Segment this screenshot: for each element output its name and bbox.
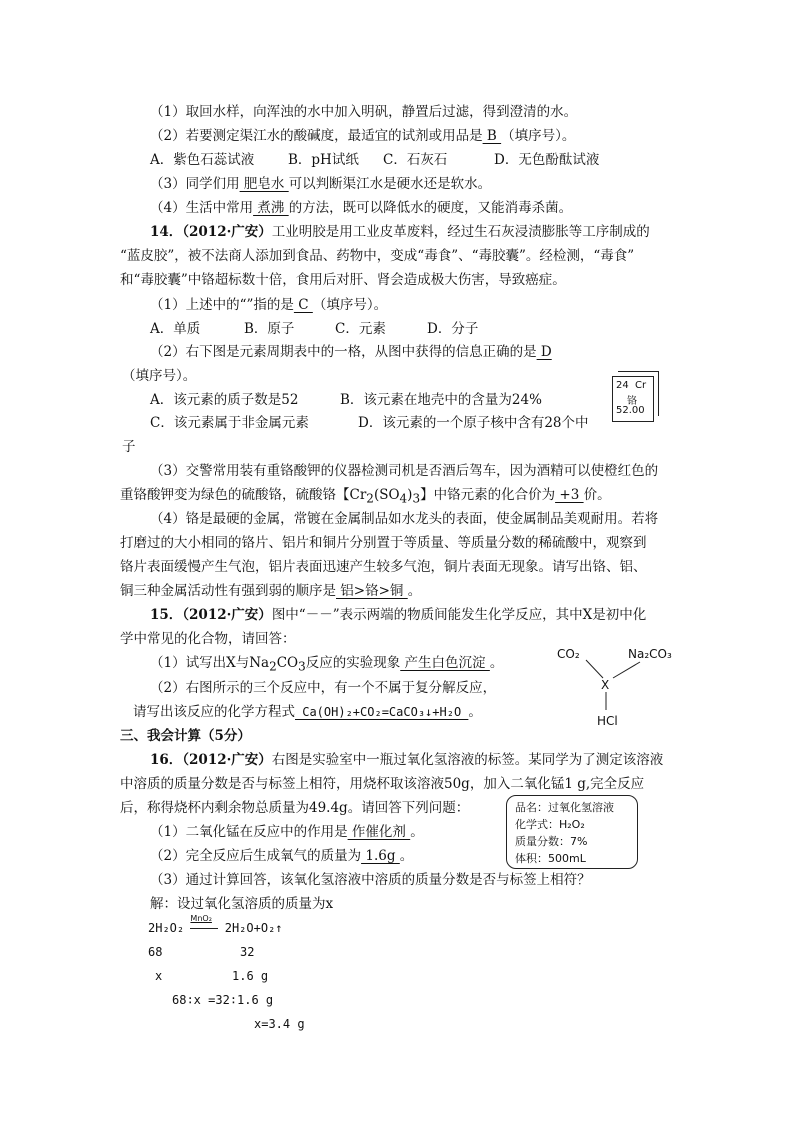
q15-line2: 学中常见的化合物，请回答：	[120, 631, 296, 647]
q13-line3-text: （3）同学们用	[150, 176, 240, 192]
diagram-hcl: HCl	[597, 714, 618, 728]
q13-line3-tail: 可以判断渠江水是硬水还是软水。	[288, 176, 492, 192]
q13-line4	[150, 199, 572, 217]
q14-answer-1: C	[293, 297, 313, 313]
q13-line2-tail: （填序号）。	[501, 128, 576, 144]
label-name: 品名：过氧化氢溶液	[515, 801, 614, 814]
q16-result: x=3.4 g	[254, 1017, 305, 1031]
q14-number: 14．（2012·广安）	[150, 224, 272, 240]
q16-number: 16．（2012·广安）	[150, 752, 272, 768]
q14-sub4-line3: 铬片表面缓慢产生气泡，铝片表面迅速产生较多气泡，铜片表面无现象。请写出铬、铝、	[120, 559, 647, 575]
q13-option-b: B．pH试纸	[288, 152, 359, 168]
q16-line3: 后，称得烧杯内剩余物总质量为49.4g。请回答下列问题：	[120, 800, 470, 816]
q15-sub1: （1）试写出X与$Na_2CO_3$反应的实验现象 产生白色沉淀 。	[150, 655, 504, 674]
equation-right: 2H₂O+O₂↑	[224, 921, 283, 935]
q14-sub2-option-d: D．该元素的一个原子核中含有28个中	[358, 415, 589, 431]
diagram-x: X	[601, 678, 610, 692]
q13-option-a: A．紫色石蕊试液	[150, 152, 255, 168]
q14-option-a: A．单质	[150, 321, 201, 337]
q13-line2	[150, 127, 575, 145]
label-formula: 化学式：H₂O₂	[515, 818, 585, 831]
diagram-link-na2co3-x	[613, 662, 640, 678]
q16-sub2-text: （2）完全反应后生成氧气的质量为	[150, 848, 362, 864]
diagram-na2co3: Na₂CO₃	[628, 647, 672, 661]
q16-var-x: x	[155, 969, 163, 983]
q14-sub4-line1: （4）铬是最硬的金属，常镀在金属制品如水龙头的表面，使金属制品美观耐用。若将	[150, 511, 659, 527]
q13-line3	[150, 175, 491, 193]
q13-answer-3: 肥皂水	[239, 176, 289, 192]
element-atomic-number: 24	[616, 380, 629, 391]
q14-option-b: B．原子	[244, 321, 295, 337]
q14-sub2-text: （2）右下图是元素周期表中的一格，从图中获得的信息正确的是	[150, 344, 537, 360]
q14-line3: 和“毒胶囊”中铬超标数十倍，食用后对肝、肾会造成极大伤害，导致癌症。	[120, 272, 566, 288]
q15-sub1-text2: 反应的实验现象	[305, 655, 401, 671]
q14-sub1	[150, 296, 387, 314]
q14-sub4-tail: 。	[407, 583, 422, 599]
element-name: 铬	[627, 396, 637, 407]
periodic-table-cell	[612, 376, 654, 422]
label-fraction: 质量分数：7%	[515, 835, 588, 848]
q14-option-d: D．分子	[427, 321, 479, 337]
q14-sub1-text: （1）上述中的“”指的是	[150, 297, 294, 313]
q14-sub3-tail: 价。	[583, 487, 611, 503]
q13-option-d: D．无色酚酞试液	[494, 152, 600, 168]
reagent-label	[506, 795, 638, 869]
q16-line2: 中溶质的质量分数是否与标签上相符，用烧杯取该溶液50g，加入二氧化锰1 g,完全反应	[120, 776, 645, 792]
q14-sub3-text: 重铬酸钾变为绿色的硫酸铬，硫酸铬【Cr	[120, 487, 367, 503]
q14-sub2-option-d-cont: 子	[122, 439, 136, 455]
q15-line1	[150, 606, 646, 624]
q16-sub3: （3）通过计算回答，该氧化氢溶液中溶质的质量分数是否与标签上相符？	[150, 872, 591, 888]
q14-answer-4: 铝>铬>铜	[336, 583, 408, 599]
q15-sub2-text: 请写出该反应的化学方程式	[133, 704, 295, 720]
q14-sub3-line2: 重铬酸钾变为绿色的硫酸铬，硫酸铬【$Cr_2(SO_4)_3$】中铬元素的化合价为 +3 价。	[120, 487, 611, 506]
q14-answer-3: +3	[555, 487, 584, 503]
q14-sub3-text2: 】中铬元素的化合价为	[420, 487, 556, 503]
q16-equation	[148, 914, 283, 937]
q14-sub2-tail: （填序号）。	[122, 368, 197, 384]
q14-sub3-formula: (SO	[373, 487, 400, 503]
q13-answer-4: 煮沸	[253, 200, 289, 216]
element-mass: 52.00	[616, 405, 645, 416]
q14-line1-text: 工业明胶是用工业皮革废料，经过生石灰浸渍膨胀等工序制成的	[271, 224, 650, 240]
q15-answer-1: 产生白色沉淀	[400, 655, 490, 671]
q14-line1	[150, 223, 650, 241]
q14-line2: “蓝皮胶”，被不法商人添加到食品、药物中，变成“毒食”、“毒胶囊”。经检测，“毒食”	[120, 248, 635, 264]
q15-sub2-line2	[133, 703, 482, 721]
q14-sub3-line1: （3）交警常用装有重铬酸钾的仪器检测司机是否酒后驾车，因为酒精可以使橙红色的	[150, 463, 659, 479]
q16-answer-1: 作催化剂	[347, 824, 411, 840]
q13-line4-tail: 的方法，既可以降低水的硬度，又能消毒杀菌。	[288, 200, 573, 216]
q14-sub4-text: 铜三种金属活动性有强到弱的顺序是	[120, 583, 336, 599]
q13-line4-text: （4）生活中常用	[150, 200, 254, 216]
q14-sub4-line2: 打磨过的大小相同的铬片、铝片和铜片分别置于等质量、等质量分数的稀硫酸中，观察到	[120, 535, 647, 551]
q15-line1-text: 图中“－－”表示两端的物质间能发生化学反应，其中X是初中化	[271, 607, 647, 623]
q14-sub2	[150, 343, 552, 361]
q16-sub1-text: （1）二氧化锰在反应中的作用是	[150, 824, 348, 840]
q14-sub2-option-b: B．该元素在地壳中的含量为24%	[340, 392, 542, 408]
diagram-co2: CO₂	[557, 647, 580, 661]
q15-answer-2: Ca(OH)₂+CO₂=CaCO₃↓+H₂O	[295, 705, 469, 719]
equation-arrow	[188, 914, 220, 937]
q14-sub3-formula-close: )	[407, 487, 413, 503]
q15-sub1-text: （1）试写出X与Na	[150, 655, 270, 671]
q15-sub2-tail: 。	[468, 704, 482, 720]
q15-sub1-tail: 。	[489, 655, 504, 671]
q14-sub1-tail: （填序号）。	[312, 297, 388, 313]
q14-answer-2: D	[536, 344, 552, 360]
q13-line2-text: （2）若要测定渠江水的酸碱度，最适宜的试剂或用品是	[150, 128, 483, 144]
q13-answer-2: B	[482, 128, 502, 144]
q16-solution-intro: 解：设过氧化氢溶质的质量为x	[150, 896, 334, 912]
q15-sub1-co: CO	[276, 655, 299, 671]
q14-option-c: C．元素	[335, 321, 386, 337]
label-volume: 体积：500mL	[515, 852, 586, 865]
q15-number: 15．（2012·广安）	[150, 607, 272, 623]
q16-ratio: 68∶x =32∶1.6 g	[172, 993, 274, 1007]
section-3-title: 三、我会计算（5分）	[120, 728, 251, 744]
q16-sub1	[150, 823, 424, 841]
q16-line1-text: 右图是实验室中一瓶过氧化氢溶液的标签。某同学为了测定该溶液	[271, 752, 664, 768]
equation-left: 2H₂O₂	[148, 921, 185, 935]
element-symbol: Cr	[635, 380, 647, 391]
equation-line	[190, 928, 218, 929]
q16-var-mass: 1.6 g	[232, 969, 269, 983]
q13-line1: （1）取回水样，向浑浊的水中加入明矾，静置后过滤，得到澄清的水。	[150, 104, 578, 120]
q16-answer-2: 1.6g	[361, 848, 400, 864]
equation-condition: MnO₂	[190, 914, 212, 923]
q15-sub2: （2）右图所示的三个反应中，有一个不属于复分解反应，	[150, 680, 497, 696]
q14-sub4-line4	[120, 582, 421, 600]
q13-option-c: C．石灰石	[383, 152, 448, 168]
q16-line1	[150, 751, 663, 769]
q16-molar-68: 68	[148, 945, 163, 959]
q14-sub2-option-a: A．该元素的质子数是52	[150, 392, 299, 408]
q16-sub2	[150, 847, 413, 865]
q16-sub1-tail: 。	[410, 824, 424, 840]
q16-sub2-tail: 。	[399, 848, 414, 864]
q14-sub2-option-c: C．该元素属于非金属元素	[150, 415, 309, 431]
q16-molar-32: 32	[240, 945, 255, 959]
